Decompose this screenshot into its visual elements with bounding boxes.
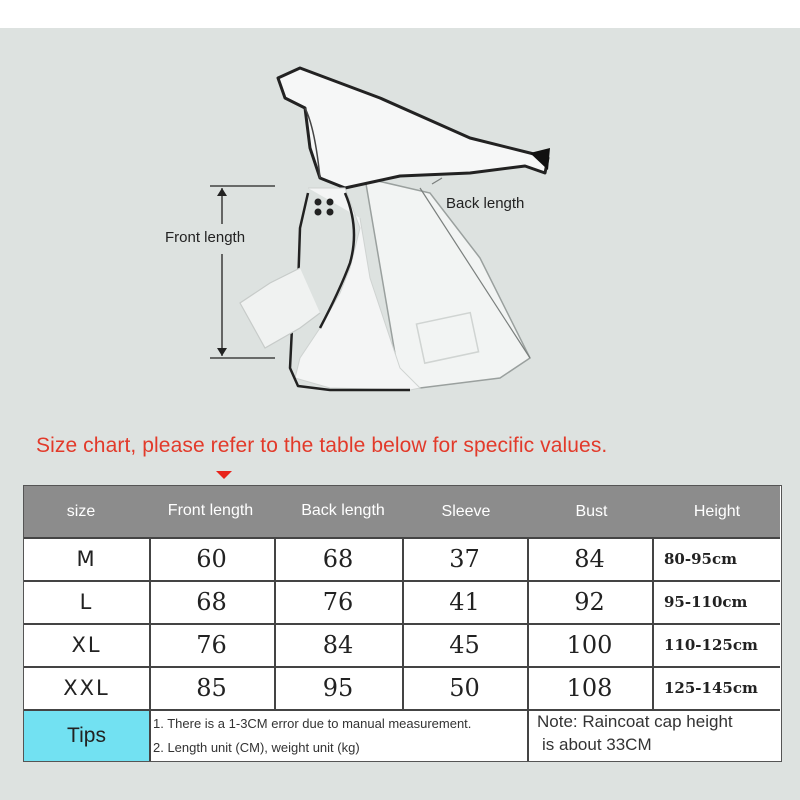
back-length-cell: 76 xyxy=(322,588,354,616)
size-table xyxy=(23,485,782,762)
size-cell: M xyxy=(76,547,97,571)
size-cell: L xyxy=(79,590,94,614)
sleeve-cell: 41 xyxy=(449,588,480,616)
header-front-length: Front length xyxy=(138,486,283,537)
sleeve-cell: 45 xyxy=(449,631,480,659)
front-length-label: Front length xyxy=(165,229,246,246)
size-cell: XXL xyxy=(63,676,110,700)
back-length-cell: 95 xyxy=(322,674,354,702)
bust-cell: 84 xyxy=(574,545,605,573)
table-divider xyxy=(149,537,151,761)
table-divider xyxy=(652,537,654,710)
header-bust: Bust xyxy=(529,486,654,537)
sleeve-cell: 50 xyxy=(449,674,480,702)
back-length-cell: 68 xyxy=(322,545,354,573)
cap-height-note-line2: is about 33CM xyxy=(542,735,652,754)
size-chart-heading: Size chart, please refer to the table below for specific values. xyxy=(36,434,608,457)
front-length-cell: 60 xyxy=(196,545,227,573)
size-cell: XL xyxy=(71,633,102,657)
bust-cell: 92 xyxy=(574,588,605,616)
front-length-cell: 68 xyxy=(196,588,227,616)
header-sleeve: Sleeve xyxy=(403,486,529,537)
front-length-cell: 85 xyxy=(196,674,227,702)
height-cell: 110-125cm xyxy=(664,636,758,654)
back-length-label: Back length xyxy=(446,195,525,212)
header-back-length: Back length xyxy=(283,486,403,537)
header-height: Height xyxy=(654,486,780,537)
bust-cell: 108 xyxy=(566,674,613,702)
tips-label: Tips xyxy=(24,711,149,761)
raincoat-illustration xyxy=(0,28,800,448)
table-divider xyxy=(402,537,404,710)
header-size: size xyxy=(24,486,138,537)
front-length-cell: 76 xyxy=(196,631,227,659)
down-arrow-icon xyxy=(216,471,232,479)
tip-note-2: 2. Length unit (CM), weight unit (kg) xyxy=(153,740,360,755)
cap-height-note-line1: Note: Raincoat cap height xyxy=(537,712,733,731)
height-cell: 80-95cm xyxy=(664,550,737,568)
tip-note-1: 1. There is a 1-3CM error due to manual measurement. xyxy=(153,716,472,731)
height-cell: 125-145cm xyxy=(664,679,758,697)
table-divider xyxy=(527,537,529,761)
back-length-cell: 84 xyxy=(322,631,354,659)
table-divider xyxy=(274,537,276,710)
bust-cell: 100 xyxy=(566,631,613,659)
sleeve-cell: 37 xyxy=(449,545,480,573)
height-cell: 95-110cm xyxy=(664,593,748,611)
